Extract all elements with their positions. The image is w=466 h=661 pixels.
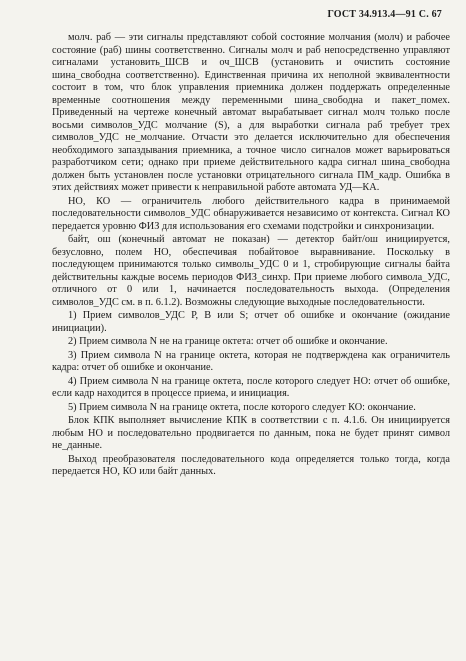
list-item: 2) Прием символа N не на границе октета: отчет об ошибке и окончание.	[68, 336, 388, 347]
paragraph-output: Выход преобразователя последовательного кода определяется только тогда, когда передается НО, КО или байт данных.	[52, 453, 450, 477]
list-item: 5) Прием символа N на границе октета, после которого следует КО: окончание.	[68, 401, 416, 413]
list-item: 1) Прием символов_УДС Р, В или S; отчет об ошибке и окончание (ожидание инициации).	[52, 310, 450, 334]
paragraph-molch-rab: молч. раб — эти сигналы представляют собой состояние молчания (молч) и рабочее состояние (раб) шины соответственно. Сигналы молч и раб непосредственно управляют сигналами установить_ШСВ и оч_ШСВ (установить и очистить состояние шина_свободна соответственно). Единственная причина их неполной эквивалентности состоит в том, что блок управления приемника должен поддержать определенные временные соотношения между переменными шина_свободна и пакет_помех. Приведенный на чертеже конечный автомат вырабатывает сигнал молч только после восьми символов_УДС молчание (S), а для выработки сигнала раб требует трех символов_УДС не_молчание. Отчасти это делается исключительно для обеспечения необходимого запаздывания приемника, а точное число сигналов может варьироваться разработчиком сети; однако при приеме действительного кадра сигнал шина_свободна должен быть установлен после установки отрицательного сигнала ПМ_кадр. Ошибка в этих действиях может привести к неправильной работе автомата УД—КА.	[52, 32, 450, 193]
paragraph-kpk: Блок КПК выполняет вычисление КПК в соответствии с п. 4.1.6. Он инициируется любым НО и последовательно продвигается по данным, пока не будет принят символ не_данные.	[52, 415, 450, 451]
document-body	[52, 32, 450, 480]
list-item: 4) Прием символа N на границе октета, после которого следует НО: отчет об ошибке, если кадр находится в процессе приема, и инициация.	[52, 375, 450, 399]
list-item: 3) Прием символа N на границе октета, которая не подтверждена как ограничитель кадра: отчет об ошибке и окончание.	[52, 349, 450, 373]
page-header: ГОСТ 34.913.4—91 С. 67	[327, 9, 442, 20]
paragraph-bait-osh: байт, ош (конечный автомат не показан) — детектор байт/ош инициируется, безусловно, полем НО, обеспечивая побайтовое выравнивание. Поскольку в последующем принимаются только символы_УДС 0 и 1, стробирующие сигналы байта действительны каждые восемь периодов ФИЗ_синхр. При приеме любого символа_УДС, отличного от 0 или 1, начинается последовательность выхода. (Определения символов_УДС см. в п. 6.1.2). Возможны следующие выходные последовательности.	[52, 234, 450, 308]
paragraph-no-ko: НО, КО — ограничитель любого действительного кадра в принимаемой последовательности символов_УДС обнаруживается независимо от контекста. Сигнал КО передается уровню ФИЗ для использования его схемами подстройки и синхронизации.	[52, 195, 450, 232]
